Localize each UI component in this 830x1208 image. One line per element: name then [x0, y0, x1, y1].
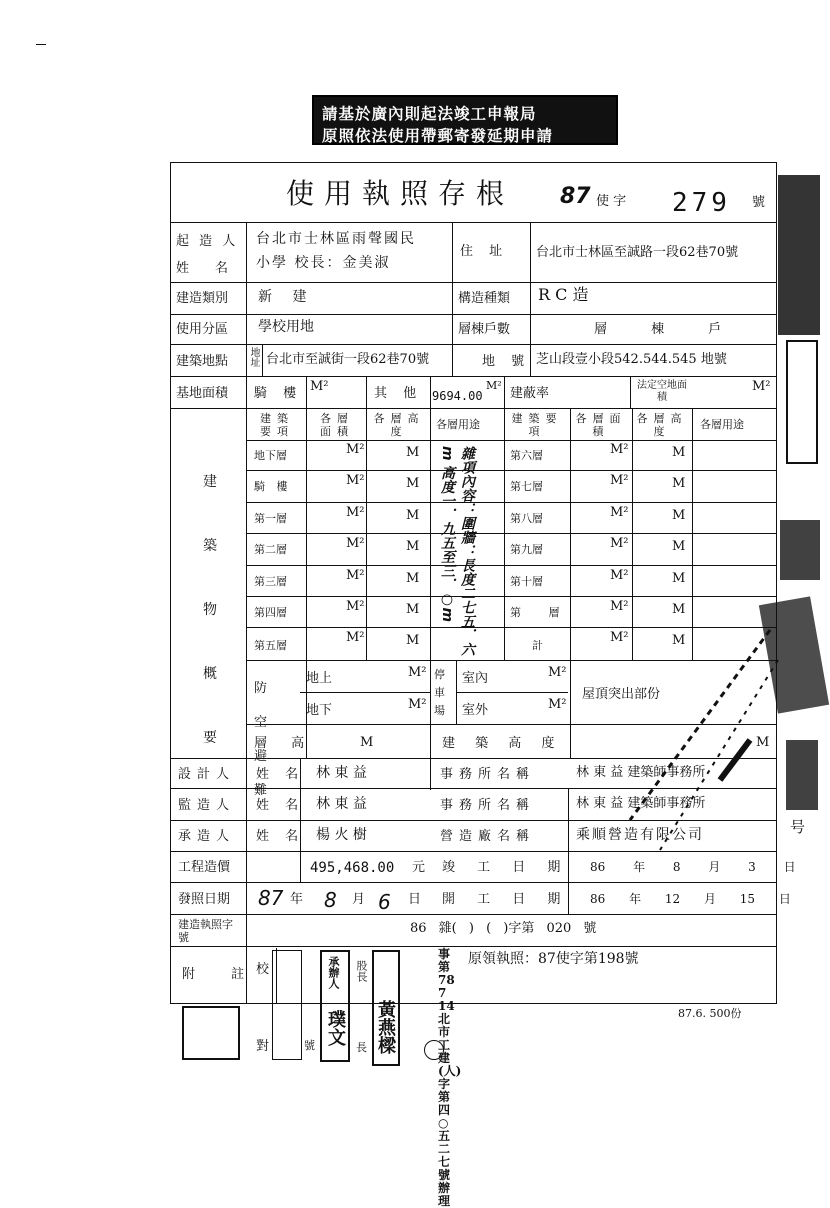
area-unit: M² — [346, 568, 365, 583]
parking-indoor: 室內 — [462, 671, 489, 686]
address-small-label: 地址 — [248, 347, 259, 367]
issue-day-hand: 6 — [378, 890, 391, 914]
address-label: 住 址 — [460, 244, 509, 259]
cost-unit: 元 — [412, 860, 426, 875]
grid-line — [530, 222, 531, 376]
outdoor-unit: M² — [548, 697, 567, 712]
issue-year-unit: 年 — [290, 892, 304, 907]
col-item-left: 建築要項 — [260, 412, 294, 438]
coverage-label: 建蔽率 — [510, 386, 550, 401]
roof-label: 屋頂突出部份 — [582, 687, 661, 702]
area-unit: M² — [346, 505, 365, 520]
floor-label: 騎 樓 — [254, 480, 292, 493]
edge-stamp-mid — [786, 340, 818, 464]
number-mark: 號 — [304, 1039, 315, 1052]
area-unit: M² — [610, 442, 629, 457]
area-unit: M² — [610, 568, 629, 583]
legal-space-label: 法定空地面積 — [637, 380, 687, 403]
grid-line — [456, 660, 457, 724]
area-unit: M² — [610, 599, 629, 614]
issue-month-unit: 月 — [352, 892, 366, 907]
supervisor-label: 監造人 — [178, 798, 236, 813]
designer-office-label: 事務所名稱 — [440, 767, 536, 782]
floor-label: 地下層 — [254, 449, 287, 462]
building-height-unit: M — [756, 735, 770, 750]
height-unit: M — [672, 445, 686, 460]
seal-circle — [424, 1040, 444, 1060]
shelter-above: 地上 — [306, 671, 333, 686]
scan-mark — [36, 44, 46, 45]
dept-label: 長 — [356, 1041, 367, 1054]
designer-office: 林 東 益 建築師事務所 — [576, 765, 706, 780]
other-unit: M² — [486, 379, 502, 392]
grid-line — [246, 502, 777, 503]
grid-line — [630, 376, 631, 408]
grid-line — [366, 376, 367, 408]
supervisor-name-label: 姓 名 — [256, 798, 305, 813]
grid-line — [170, 376, 777, 377]
zoning-value: 學校用地 — [258, 319, 314, 335]
applicant-line-2: 小學 校長：金美淑 — [256, 255, 391, 271]
grid-line — [570, 408, 571, 758]
grid-line — [246, 470, 777, 471]
contractor-name: 楊 火 樹 — [316, 827, 367, 843]
designer-name-label: 姓 名 — [256, 767, 305, 782]
review-label: 校 — [256, 962, 270, 977]
height-unit: M — [672, 539, 686, 554]
shelter-below-unit: M² — [408, 697, 427, 712]
header-year: 87 — [560, 184, 591, 209]
grid-line — [170, 914, 777, 915]
indoor-unit: M² — [548, 665, 567, 680]
grid-line — [366, 408, 367, 660]
handler-seal: 璞文 — [325, 1010, 346, 1046]
floor-label: 第五層 — [254, 639, 287, 652]
header-word: 使 字 — [596, 194, 627, 209]
cost-label: 工程造價 — [178, 860, 231, 875]
area-unit: M² — [346, 536, 365, 551]
location-label: 建築地點 — [176, 354, 229, 369]
applicant-label-1: 起 造 人 — [176, 234, 239, 249]
location-address: 台北市至誠街一段62巷70號 — [266, 352, 430, 367]
grid-line — [452, 344, 453, 376]
edge-stamp-top — [778, 175, 820, 335]
height-unit: M — [672, 508, 686, 523]
misc-note: 雜項內容：圍牆：長度二七五．六m 高度一．九五至三．○m — [439, 446, 475, 656]
col-height-right: 各層高度 — [636, 412, 688, 438]
grid-line — [170, 408, 777, 409]
height-unit: M — [672, 602, 686, 617]
grid-line — [170, 222, 777, 223]
structure-label: 構造種類 — [458, 291, 511, 306]
permit-number: 279 — [672, 188, 731, 218]
height-unit: M — [406, 445, 420, 460]
lot-value: 芝山段壹小段542.544.545 地號 — [536, 352, 727, 367]
applicant-line-1: 台北市士林區雨聲國民 — [256, 231, 416, 247]
grid-line — [246, 533, 777, 534]
category-value: 新 建 — [258, 289, 315, 305]
seal-stamp — [182, 1006, 240, 1060]
height-unit: M — [406, 633, 420, 648]
floor-label: 第四層 — [254, 606, 287, 619]
area-unit: M² — [610, 473, 629, 488]
col-use-left: 各層用途 — [436, 418, 480, 431]
category-label: 建造類別 — [176, 291, 229, 306]
height-unit: M — [672, 571, 686, 586]
floor-label: 第九層 — [510, 543, 543, 556]
supervisor-office-label: 事務所名稱 — [440, 798, 536, 813]
lot-label: 地 號 — [482, 354, 531, 369]
applicant-label-2: 姓 名 — [176, 261, 229, 276]
height-unit: M — [406, 508, 420, 523]
edge-stamp-text: 号 — [790, 818, 806, 836]
notice-line-1: 請基於廣內則起法竣工申報局 — [322, 104, 537, 123]
issue-year-hand: 87 — [258, 886, 284, 910]
cost-value: 495,468.00 — [310, 860, 395, 876]
col-item-right: 建築要項 — [511, 412, 563, 438]
floor-label: 第一層 — [254, 512, 287, 525]
area-label: 基地面積 — [176, 386, 229, 401]
supervisor-name: 林 東 益 — [316, 796, 367, 812]
review-label-2: 對 — [256, 1039, 270, 1054]
grid-line — [456, 692, 568, 693]
height-unit: M — [672, 633, 686, 648]
area-unit: M² — [346, 473, 365, 488]
contractor-name-label: 姓 名 — [256, 829, 305, 844]
print-info: 87.6. 500份 — [678, 1007, 742, 1020]
notice-line-2: 原照依法使用帶郵寄發延期申請 — [322, 126, 554, 145]
supervisor-office: 林 東 益 建築師事務所 — [576, 796, 706, 811]
grid-line — [430, 376, 431, 790]
grid-line — [246, 565, 777, 566]
notice-banner — [312, 95, 618, 145]
zoning-label: 使用分區 — [176, 322, 229, 337]
total-label: 計 — [532, 639, 543, 652]
issue-day-unit: 日 — [408, 892, 422, 907]
diagonal-stamp — [600, 620, 780, 880]
floor-label: 第七層 — [510, 480, 543, 493]
height-unit: M — [406, 571, 420, 586]
designer-label: 設計人 — [178, 767, 236, 782]
edge-stamp-mark — [780, 520, 820, 580]
floor-label: 第 層 — [510, 606, 572, 619]
handler-label: 承辦人 — [327, 956, 340, 989]
issue-label: 發照日期 — [178, 892, 231, 907]
grid-line — [170, 282, 777, 283]
issue-month-hand: 8 — [324, 888, 337, 912]
designer-name: 林 東 益 — [316, 765, 367, 781]
grid-line — [170, 314, 777, 315]
floor-height-unit: M — [360, 735, 374, 750]
start-label: 開 工 日 期 — [442, 892, 570, 907]
building-height-label: 建 築 高 度 — [442, 736, 563, 751]
filed-text: 事第78 7 14 北市工建(人)字第四○五二七號辦理 — [438, 947, 462, 1208]
col-use-right: 各層用途 — [700, 418, 744, 431]
legal-space-unit: M² — [752, 379, 771, 394]
grid-line — [170, 946, 777, 947]
grid-line — [306, 376, 307, 758]
grid-line — [504, 408, 505, 660]
structure-value: R C 造 — [538, 285, 589, 304]
contractor-firm: 乘順營造有限公司 — [576, 827, 704, 843]
floors-label: 層棟戶數 — [458, 322, 511, 337]
permit-value: 86 雜( ) ( )字第 020 號 — [410, 921, 597, 936]
parking-label: 停車場 — [434, 668, 445, 717]
parking-outdoor: 室外 — [462, 703, 489, 718]
completion-label: 竣 工 日 期 — [442, 860, 570, 875]
grid-line — [170, 882, 777, 883]
address-value: 台北市士林區至誠路一段62巷70號 — [536, 245, 739, 260]
floor-label: 第三層 — [254, 575, 287, 588]
floor-label: 第八層 — [510, 512, 543, 525]
floor-label: 第十層 — [510, 575, 543, 588]
review-stamp — [272, 950, 302, 1060]
area-unit: M² — [610, 536, 629, 551]
arcade-label: 騎 樓 — [254, 386, 303, 401]
permit-label: 建造執照字號 — [178, 918, 233, 944]
grid-line — [246, 222, 247, 1004]
area-unit: M² — [610, 505, 629, 520]
other-label: 其 他 — [374, 386, 423, 401]
contractor-firm-label: 營造廠名稱 — [440, 829, 536, 844]
floors-value: 層 棟 戶 — [594, 322, 742, 337]
height-unit: M — [406, 539, 420, 554]
contractor-label: 承造人 — [178, 829, 236, 844]
grid-line — [246, 440, 777, 441]
col-area-right: 各層面積 — [575, 412, 627, 438]
grid-line — [262, 344, 263, 376]
grid-line — [504, 376, 505, 408]
building-section-label: 建築物概要 — [203, 474, 217, 746]
form-title: 使用執照存根 — [286, 177, 515, 210]
grid-line — [246, 596, 777, 597]
completion-date: 86 年 8 月 3 日 — [590, 860, 796, 874]
area-unit: M² — [346, 442, 365, 457]
height-unit: M — [672, 476, 686, 491]
shelter-above-unit: M² — [408, 665, 427, 680]
floor-height-label: 層 高 — [254, 736, 315, 751]
remarks-label: 附 註 — [182, 967, 261, 982]
edge-stamp-low — [786, 740, 818, 810]
floor-label: 第六層 — [510, 449, 543, 462]
col-height-left: 各層高度 — [373, 412, 425, 438]
start-date: 86 年 12 月 15 日 — [590, 892, 791, 906]
arcade-unit: M² — [310, 379, 329, 394]
number-suffix: 號 — [752, 195, 766, 210]
area-unit: M² — [346, 630, 365, 645]
grid-line — [300, 692, 430, 693]
area-unit: M² — [346, 599, 365, 614]
shelter-below: 地下 — [306, 703, 333, 718]
height-unit: M — [406, 602, 420, 617]
shelter-label: 防 空 避 難 — [254, 681, 276, 798]
col-area-left: 各層面積 — [320, 412, 354, 438]
original-permit: 原領執照：87使字第198號 — [468, 951, 639, 967]
height-unit: M — [406, 476, 420, 491]
chief-label: 股長 — [355, 960, 368, 982]
floor-label: 第二層 — [254, 543, 287, 556]
area-unit: M² — [610, 630, 629, 645]
other-value: 9694.00 — [432, 389, 483, 403]
chief-seal: 黃燕樑 — [375, 1000, 396, 1054]
